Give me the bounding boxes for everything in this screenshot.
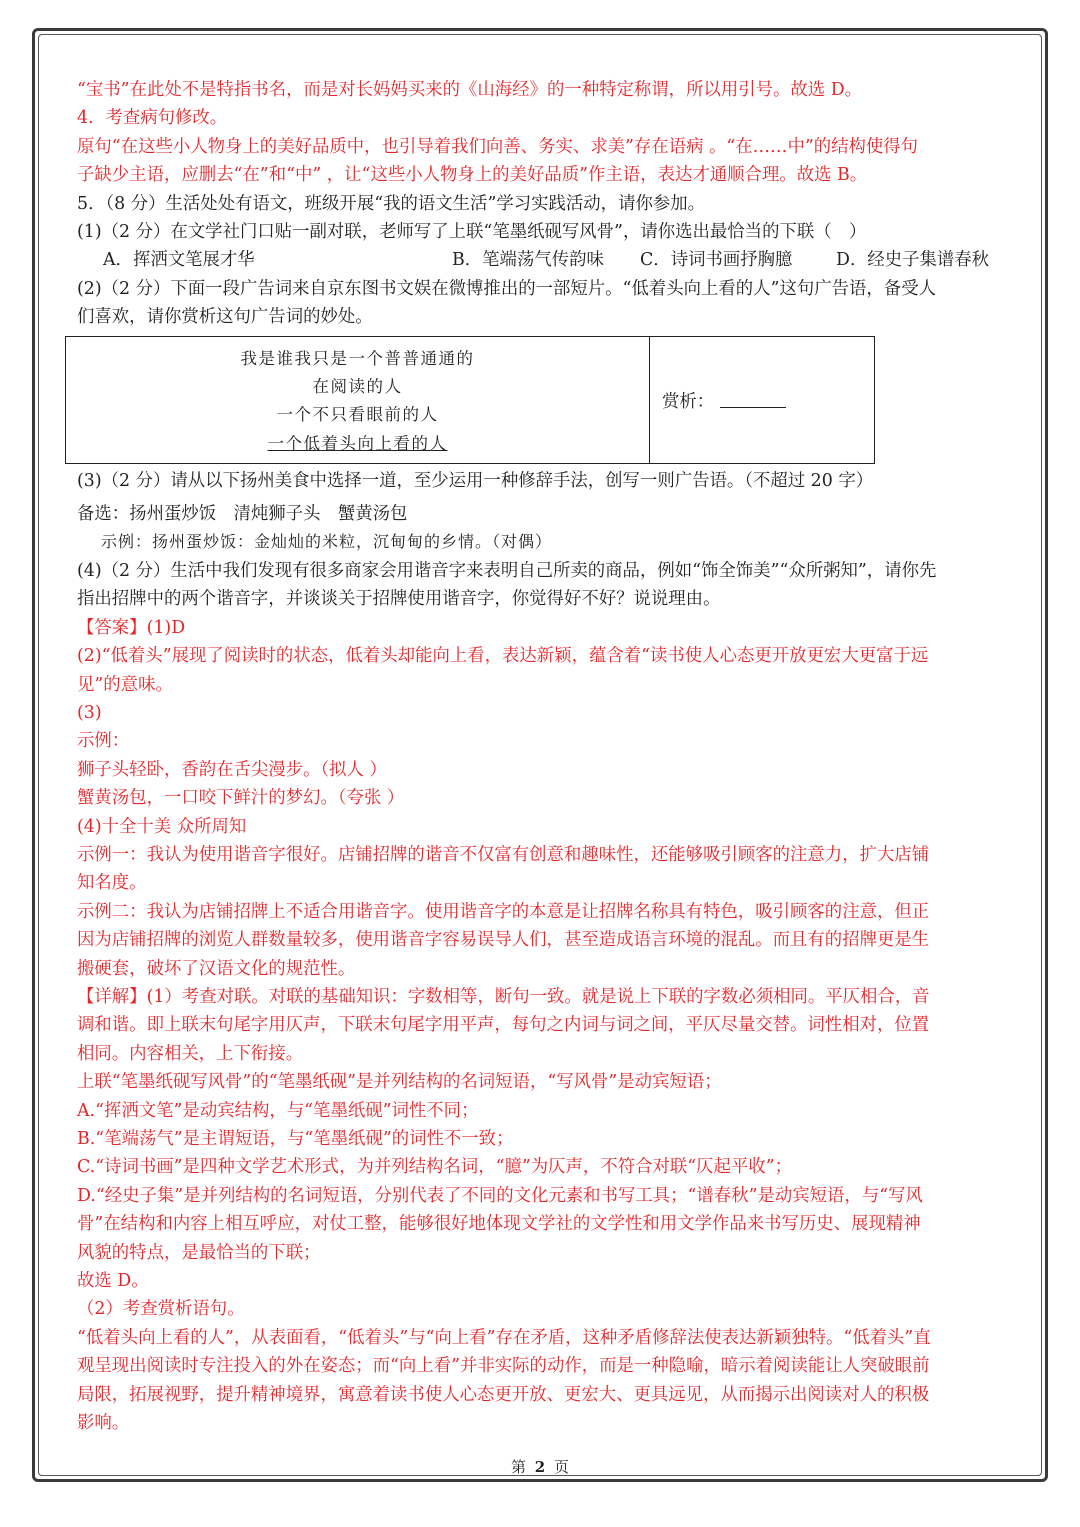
text-line: 示例一：我认为使用谐音字很好。店铺招牌的谐音不仅富有创意和趣味性，还能够吸引顾客的注意力，扩大店铺: [77, 844, 930, 865]
text-line: 相同。内容相关，上下衔接。: [77, 1043, 304, 1064]
example-line: 示例：扬州蛋炒饭：金灿灿的米粒，沉甸甸的乡情。（对偶）: [101, 532, 553, 552]
page-suffix: 页: [554, 1458, 570, 1476]
ad-poem-cell: [66, 337, 650, 463]
text-line: 调和谐。即上联末句尾字用仄声，下联末句尾字用平声，每句之内词与词之间，平仄尽量交替。词性相对，位置: [77, 1015, 930, 1036]
page-number: 2: [534, 1458, 546, 1476]
text-line: C.“诗词书画”是四种文学艺术形式，为并列结构名词，“臆”为仄声，不符合对联“仄起平收”；: [77, 1157, 793, 1178]
text-line: 见”的意味。: [77, 674, 173, 695]
text-line: 示例二：我认为店铺招牌上不适合用谐音字。使用谐音字的本意是让招牌名称具有特色，吸引顾客的注意，但正: [77, 901, 930, 922]
text-line: 【答案】(1)D: [77, 617, 186, 638]
text-line: 骨”在结构和内容上相互呼应，对仗工整，能够很好地体现文学社的文学性和用文学作品来书写历史、展现精神: [77, 1214, 921, 1235]
question-3: (3)（2 分）请从以下扬州美食中选择一道，至少运用一种修辞手法，创写一则广告语。（不超过 20 字）: [77, 470, 874, 491]
page-footer: [0, 1456, 1080, 1477]
text-line: 观呈现出阅读时专注投入的外在姿态；而“向上看”并非实际的动作，而是一种隐喻，暗示着阅读能让人突破眼前: [77, 1356, 930, 1377]
appreciation-cell: [650, 337, 874, 463]
document-body: [77, 76, 1005, 1437]
text-line: 【详解】(1）考查对联。对联的基础知识：字数相等，断句一致。就是说上下联的字数必须相同。平仄相合，音: [77, 986, 930, 1007]
text-line: (2)（2 分）下面一段广告词来自京东图书文娱在微博推出的一部短片。“低着头向上看的人”这句广告语，备受人: [77, 278, 936, 299]
ad-copy-table: [65, 336, 875, 464]
text-line: 局限，拓展视野，提升精神境界，寓意着读书使人心态更开放、更宏大、更具远见，从而揭示出阅读对人的积极: [77, 1384, 930, 1405]
text-line: 因为店铺招牌的浏览人群数量较多，使用谐音字容易误导人们，甚至造成语言环境的混乱。而且有的招牌更是生: [77, 930, 930, 951]
appreciation-label: 赏析：: [662, 392, 715, 413]
text-line: 示例：: [77, 731, 130, 752]
text-line: 蟹黄汤包，一口咬下鲜汁的梦幻。（夸张 ）: [77, 788, 405, 809]
option-d: D．经史子集谱春秋: [836, 250, 990, 271]
text-line: 故选 D。: [77, 1271, 149, 1292]
text-line: 搬硬套，破坏了汉语文化的规范性。: [77, 958, 356, 979]
text-line: “低着头向上看的人”，从表面看，“低着头”与“向上看”存在矛盾，这种矛盾修辞法使表达新颖独特。“低着头”直: [77, 1327, 931, 1348]
text-line: 影响。: [77, 1413, 130, 1434]
text-line: (4)十全十美 众所周知: [77, 816, 247, 837]
text-line: 原句“在这些小人物身上的美好品质中，也引导着我们向善、务实、求美”存在语病 。“在……中”的结构使得句: [77, 136, 919, 157]
backup-options: 备选：扬州蛋炒饭 清炖狮子头 蟹黄汤包: [77, 504, 408, 525]
text-line: 狮子头轻卧，香韵在舌尖漫步。（拟人 ）: [77, 759, 387, 780]
text-line: 知名度。: [77, 873, 147, 894]
text-line: (4)（2 分）生活中我们发现有很多商家会用谐音字来表明自己所卖的商品，例如“饰全饰美”“众所粥知”，请你先: [77, 560, 937, 581]
text-line: 风貌的特点，是最恰当的下联；: [77, 1242, 321, 1263]
text-line: 4．考查病句修改。: [77, 108, 228, 129]
text-block-c: [77, 557, 1005, 1438]
option-c: C．诗词书画抒胸臆: [640, 250, 793, 271]
text-line: (3): [77, 702, 102, 723]
text-line: D.“经史子集”是并列结构的名词短语，分别代表了不同的文化元素和书写工具；“谱春秋”是动宾短语，与“写风: [77, 1185, 923, 1206]
text-line: （2）考查赏析语句。: [77, 1299, 245, 1320]
page-prefix: 第: [510, 1458, 526, 1476]
text-line: 们喜欢，请你赏析这句广告词的妙处。: [77, 307, 373, 328]
text-line: 子缺少主语，应删去“在”和“中” ，让“这些小人物身上的美好品质”作主语，表达才通顺合理。故选 B。: [77, 165, 868, 186]
text-line: (1)（2 分）在文学社门口贴一副对联，老师写了上联“笔墨纸砚写风骨”，请你选出最恰当的下联（ ）: [77, 222, 867, 243]
answer-blank: [720, 391, 786, 408]
poem-line: 我是谁我只是一个普普通通的: [240, 348, 475, 368]
options-row: [77, 246, 1005, 274]
poem-line: 在阅读的人: [312, 376, 403, 396]
poem-line-underlined: 一个低着头向上看的人: [267, 433, 448, 453]
text-line: 上联“笔墨纸砚写风骨”的“笔墨纸砚”是并列结构的名词短语，“写风骨”是动宾短语；: [77, 1072, 722, 1093]
text-block-b: [77, 275, 1005, 332]
text-line: A.“挥洒文笔”是动宾结构，与“笔墨纸砚”词性不同；: [77, 1100, 479, 1121]
text-block-a: [77, 76, 1005, 246]
text-line: (2)“低着头”展现了阅读时的状态，低着头却能向上看，表达新颖，蕴含着“读书使人心态更开放更宏大更富于远: [77, 646, 929, 667]
option-b: B．笔端荡气传韵味: [452, 250, 604, 271]
poem-line: 一个不只看眼前的人: [276, 405, 439, 425]
text-line: 5．（8 分）生活处处有语文，班级开展“我的语文生活”学习实践活动，请你参加。: [77, 193, 706, 214]
text-line: “宝书”在此处不是特指书名，而是对长妈妈买来的《山海经》的一种特定称谓，所以用引号。故选 D。: [77, 80, 863, 100]
option-a: A．挥洒文笔展才华: [103, 250, 255, 271]
text-line: 指出招牌中的两个谐音字，并谈谈关于招牌使用谐音字，你觉得好不好？说说理由。: [77, 589, 721, 610]
text-line: B.“笔端荡气”是主谓短语，与“笔墨纸砚”的词性不一致；: [77, 1129, 514, 1149]
